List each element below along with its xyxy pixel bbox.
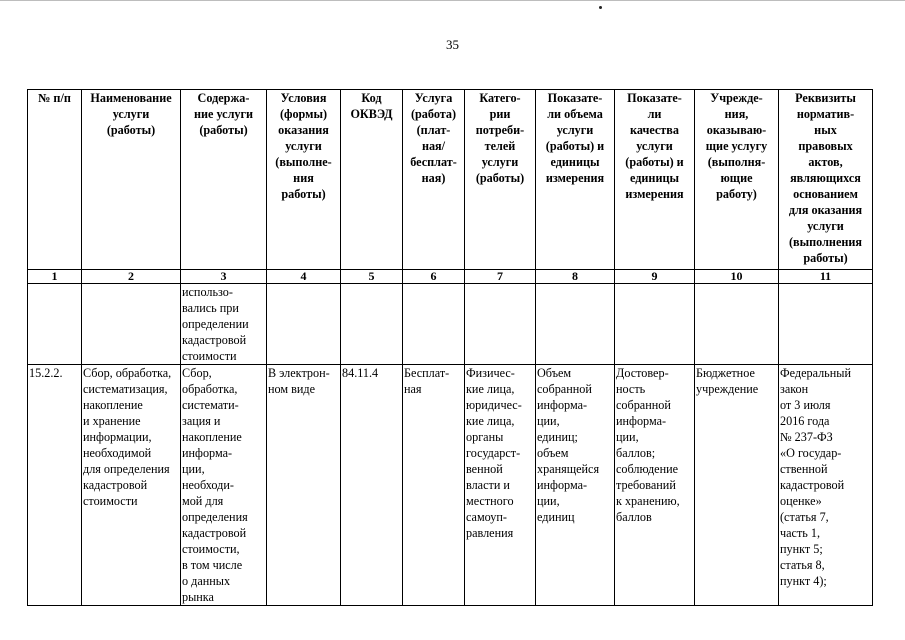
column-number: 4	[267, 270, 341, 284]
page-number: 35	[446, 37, 459, 52]
table-cell	[267, 284, 341, 365]
row-number-cell: 15.2.2.	[28, 365, 82, 606]
quality-indicators-cell: Достовер- ность собранной информа- ции, баллов; соблюдение требований к хранению, баллов	[615, 365, 695, 606]
header-cell: Содержа- ние услуги (работы)	[181, 90, 267, 270]
table-row-continuation	[28, 284, 873, 365]
table-row-15-2-2	[28, 365, 873, 606]
header-cell: Условия (формы) оказания услуги (выполне- ния работы)	[267, 90, 341, 270]
service-content-cell: Сбор, обработка, системати- зация и накопление информа- ции, необходи- мой для определения кадастровой стоимости, в том числе о данных рынка	[181, 365, 267, 606]
scan-speck	[599, 6, 602, 9]
table-cell	[465, 284, 536, 365]
column-number: 6	[403, 270, 465, 284]
legal-acts-cell: Федеральный закон от 3 июля 2016 года № 237-ФЗ «О государ- ственной кадастровой оценке» (статья 7, часть 1, пункт 5; статья 8, пункт 4);	[779, 365, 873, 606]
table-cell	[615, 284, 695, 365]
table-cell	[82, 284, 181, 365]
table-cell	[536, 284, 615, 365]
column-number: 7	[465, 270, 536, 284]
header-cell: № п/п	[28, 90, 82, 270]
table-cell	[403, 284, 465, 365]
header-cell: Учрежде- ния, оказываю- щие услугу (выполня- ющие работу)	[695, 90, 779, 270]
column-number: 1	[28, 270, 82, 284]
paid-free-cell: Бесплат- ная	[403, 365, 465, 606]
table-header-row	[28, 90, 873, 270]
column-number: 9	[615, 270, 695, 284]
table-cell	[779, 284, 873, 365]
column-number: 11	[779, 270, 873, 284]
conditions-cell: В электрон- ном виде	[267, 365, 341, 606]
column-number: 8	[536, 270, 615, 284]
header-cell: Показате- ли объема услуги (работы) и единицы измерения	[536, 90, 615, 270]
header-cell: Показате- ли качества услуги (работы) и единицы измерения	[615, 90, 695, 270]
header-cell: Код ОКВЭД	[341, 90, 403, 270]
table-cell	[341, 284, 403, 365]
services-table	[27, 89, 873, 606]
column-number: 5	[341, 270, 403, 284]
service-name-cell: Сбор, обработка, систематизация, накопление и хранение информации, необходимой для определения кадастровой стоимости	[82, 365, 181, 606]
institutions-cell: Бюджетное учреждение	[695, 365, 779, 606]
column-number: 3	[181, 270, 267, 284]
column-number-row	[28, 270, 873, 284]
volume-indicators-cell: Объем собранной информа- ции, единиц; объем хранящейся информа- ции, единиц	[536, 365, 615, 606]
table-cell	[28, 284, 82, 365]
column-number: 2	[82, 270, 181, 284]
header-cell: Наименование услуги (работы)	[82, 90, 181, 270]
column-number: 10	[695, 270, 779, 284]
header-cell: Катего- рии потреби- телей услуги (работы)	[465, 90, 536, 270]
header-cell: Реквизиты норматив- ных правовых актов, являющихся основанием для оказания услуги (выполнения работы)	[779, 90, 873, 270]
page-top-border	[0, 0, 905, 1]
table-cell: использо- вались при определении кадастровой стоимости	[181, 284, 267, 365]
header-cell: Услуга (работа) (плат- ная/ бесплат- ная)	[403, 90, 465, 270]
table-cell	[695, 284, 779, 365]
consumer-categories-cell: Физичес- кие лица, юридичес- кие лица, органы государст- венной власти и местного самоуп- равления	[465, 365, 536, 606]
okved-code-cell: 84.11.4	[341, 365, 403, 606]
